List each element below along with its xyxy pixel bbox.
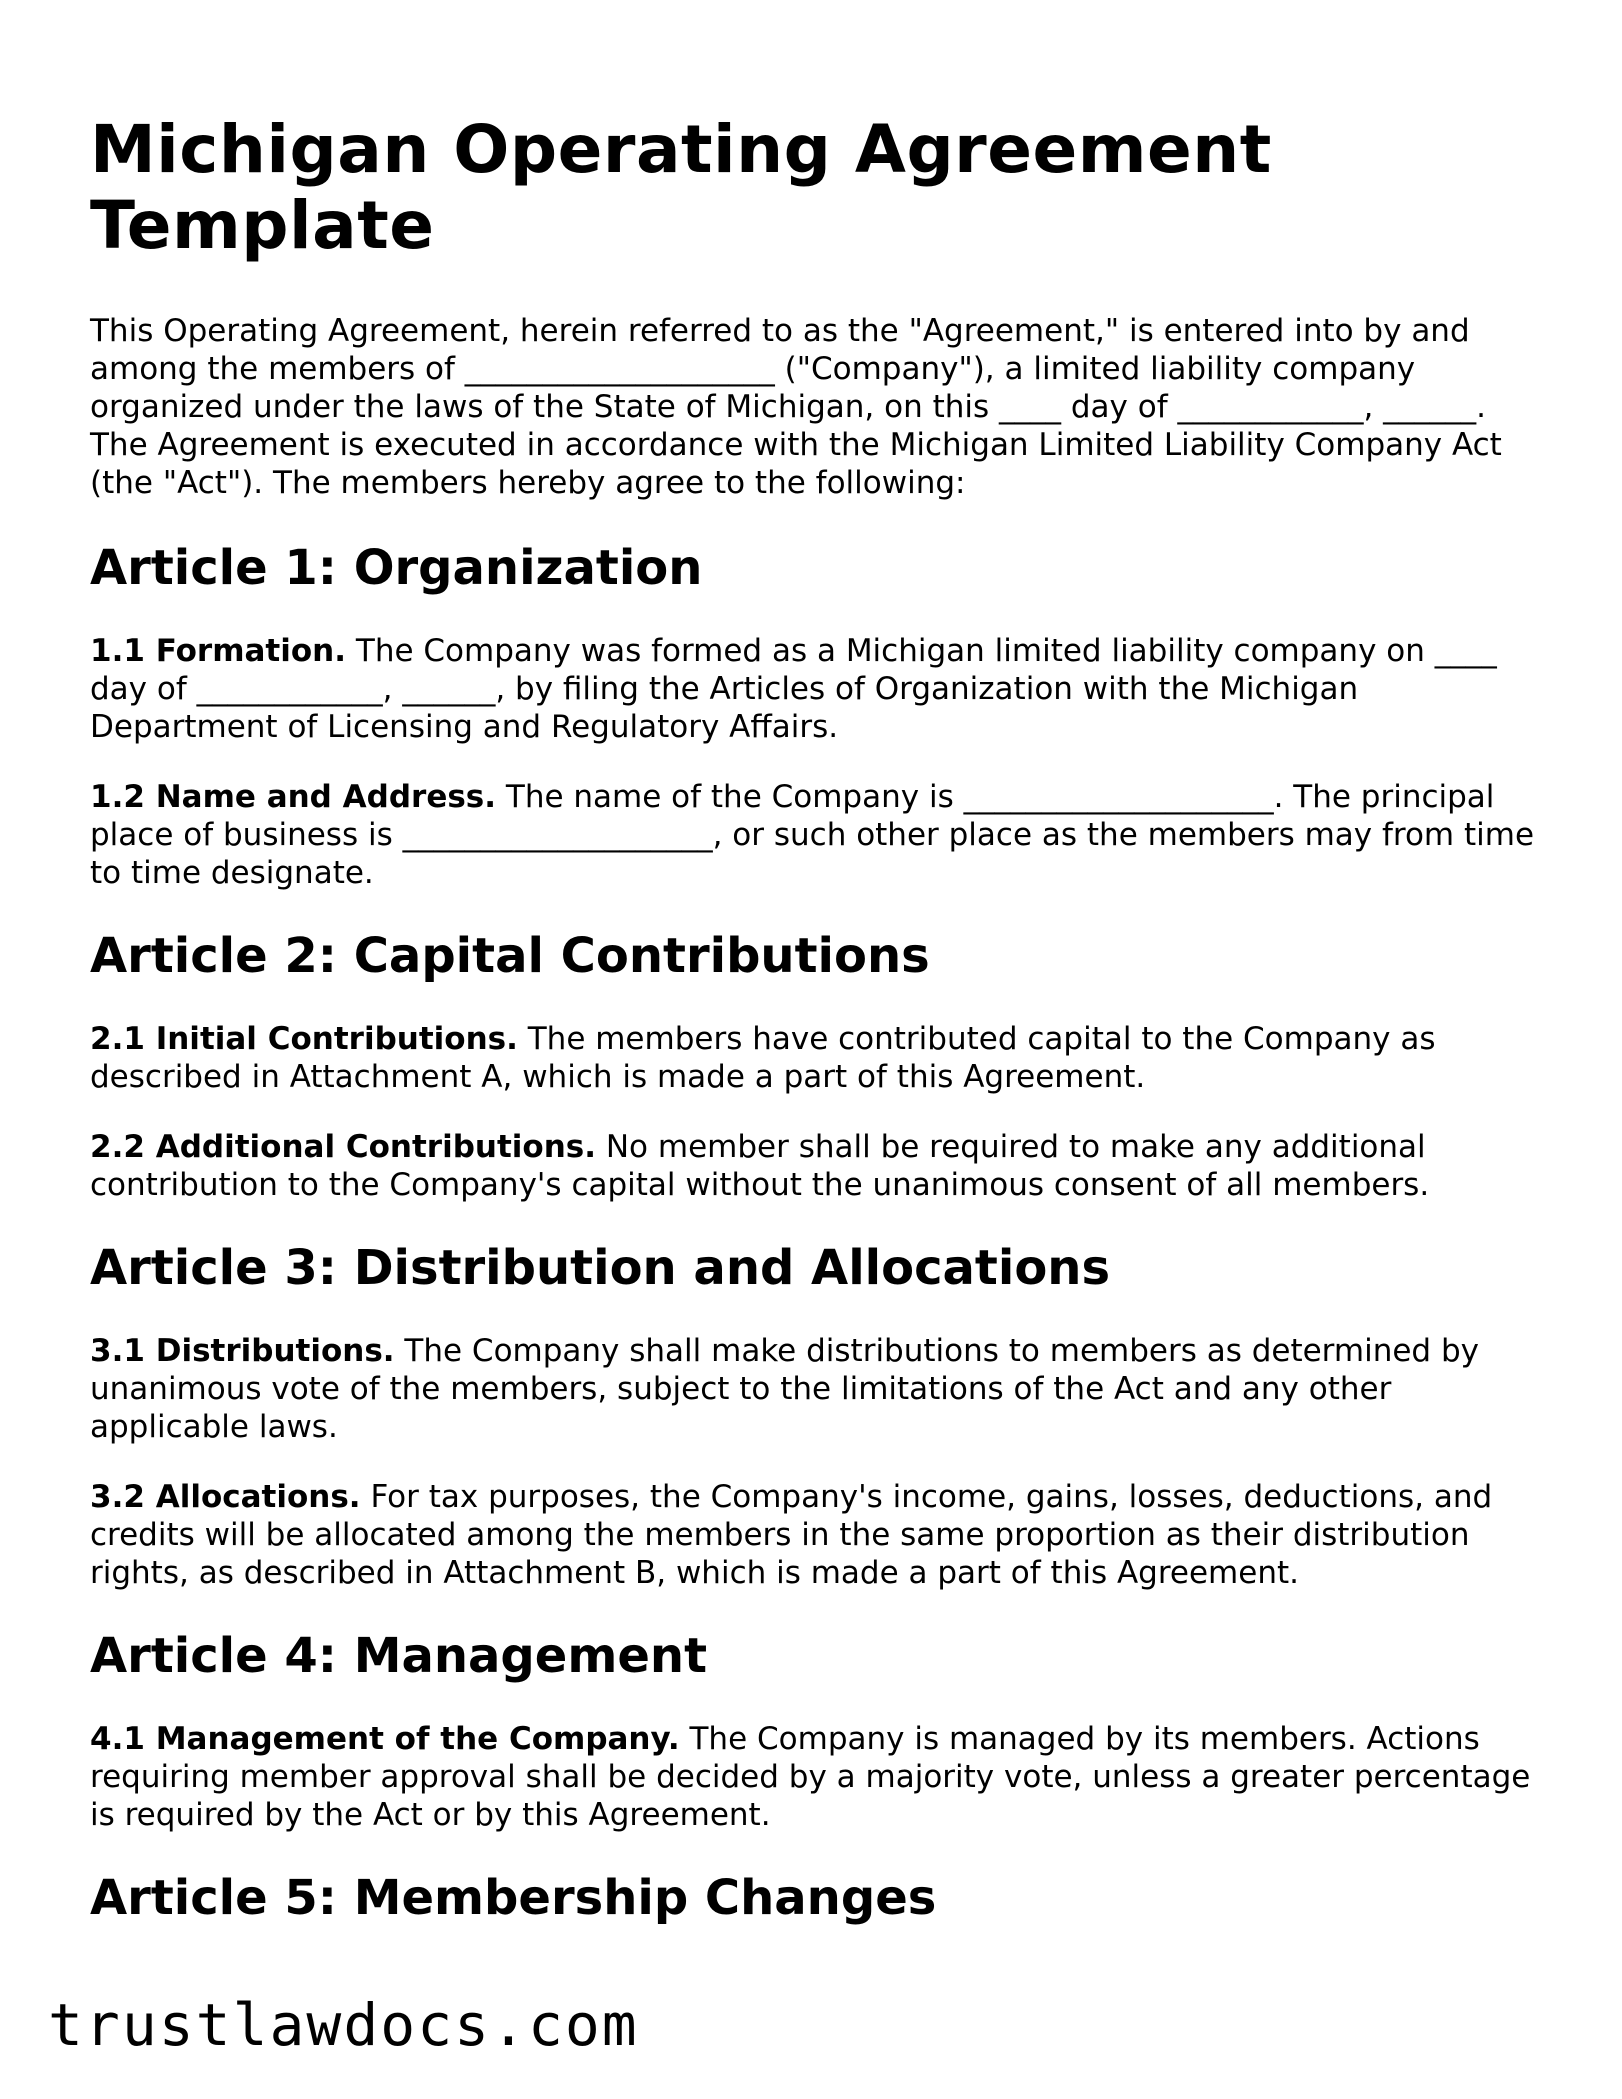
clause-text: The Company was formed as a Michigan limited liability company on ____ day of ____________, ______, by filing the Articles of Organization with the Michigan Department of Licensing and Regulatory Affairs. [90,633,1497,745]
article-heading: Article 1: Organization [90,540,703,596]
clause-label: 3.1 Distributions. [90,1333,395,1369]
clause-text: The members have contributed capital to the Company as described in Attachment A, which is made a part of this Agreement. [90,1021,1436,1095]
clause-text: For tax purposes, the Company's income, gains, losses, deductions, and credits will be allocated among the members in the same proportion as their distribution rights, as described in Attachment B, which is made a part of this Agreement. [90,1479,1493,1591]
clause-3-2 [90,1478,1540,1592]
article-3 [90,1240,1540,1592]
clause-4-1 [90,1720,1540,1834]
document-page [90,112,1540,1962]
clause-2-2 [90,1128,1540,1204]
intro-paragraph: This Operating Agreement, herein referred to as the "Agreement," is entered into by and among the members of ____________________ ("Company"), a limited liability company organized under the laws of the State of Michigan, on this ____ day of ____________, ______. The Agreement is executed in accordance with the Michigan Limited Liability Company Act (the "Act"). The members hereby agree to the following: [90,313,1502,501]
clause-text: The Company is managed by its members. Actions requiring member approval shall be decided by a majority vote, unless a greater percentage is required by the Act or by this Agreement. [90,1721,1531,1833]
article-2 [90,928,1540,1204]
site-watermark: trustlawdocs.com [48,1991,639,2059]
article-5 [90,1870,1540,1926]
clause-label: 3.2 Allocations. [90,1479,361,1515]
article-heading: Article 2: Capital Contributions [90,928,930,984]
clause-1-1 [90,632,1540,746]
clause-label: 1.1 Formation. [90,633,347,669]
clause-text: The Company shall make distributions to members as determined by unanimous vote of the members, subject to the limitations of the Act and any other applicable laws. [90,1333,1479,1445]
clause-1-2 [90,778,1540,892]
article-4 [90,1628,1540,1834]
article-heading: Article 3: Distribution and Allocations [90,1240,1111,1296]
clause-3-1 [90,1332,1540,1446]
article-heading: Article 5: Membership Changes [90,1870,937,1926]
clause-text: No member shall be required to make any additional contribution to the Company's capital without the unanimous consent of all members. [90,1129,1430,1203]
clause-label: 4.1 Management of the Company. [90,1721,680,1757]
clause-label: 2.1 Initial Contributions. [90,1021,518,1057]
clause-label: 2.2 Additional Contributions. [90,1129,597,1165]
page-title: Michigan Operating Agreement Template [90,111,1272,264]
article-heading: Article 4: Management [90,1628,708,1684]
clause-text: The name of the Company is ____________________. The principal place of business is ____________________, or such other place as the members may from time to time designate. [90,779,1535,891]
article-1 [90,540,1540,892]
clause-2-1 [90,1020,1540,1096]
clause-label: 1.2 Name and Address. [90,779,497,815]
